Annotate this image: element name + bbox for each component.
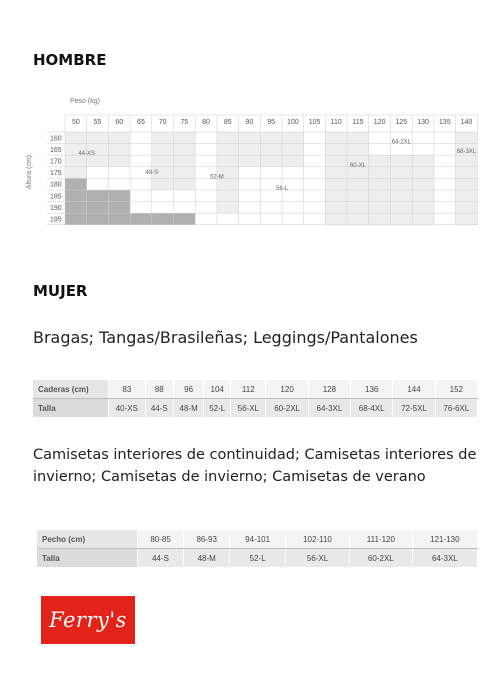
size-cell: 44-S xyxy=(145,399,173,418)
men-size-chart xyxy=(22,92,482,262)
hips-cell: 152 xyxy=(435,380,477,399)
weight-tick-label: 70 xyxy=(158,119,167,126)
weight-tick-label: 55 xyxy=(93,119,102,126)
size-cell: 56-XL xyxy=(286,549,350,568)
height-tick-label: 165 xyxy=(50,146,62,154)
height-tick-label: 185 xyxy=(50,193,62,201)
hips-cell: 144 xyxy=(393,380,435,399)
height-tick-label: 195 xyxy=(50,216,62,224)
hips-cell: 128 xyxy=(308,380,350,399)
chest-cell: 94-101 xyxy=(230,530,286,549)
hips-cell: 96 xyxy=(173,380,203,399)
size-label: 56-L xyxy=(275,186,289,192)
chest-size-row xyxy=(37,549,478,568)
size-cell: 52-L xyxy=(204,399,231,418)
chest-cell: 121-130 xyxy=(412,530,477,549)
size-label: 44-XS xyxy=(78,151,96,158)
weight-tick-label: 50 xyxy=(71,119,80,126)
height-tick-label: 170 xyxy=(50,158,62,166)
hips-cell: 83 xyxy=(109,380,146,399)
height-tick-label: 180 xyxy=(50,181,62,189)
hips-cell: 104 xyxy=(204,380,231,399)
hips-row xyxy=(33,380,478,399)
chest-size-table xyxy=(37,530,478,567)
logo-text: Ferry's xyxy=(49,608,127,632)
size-cell: 60-2XL xyxy=(349,549,412,568)
weight-tick-label: 120 xyxy=(373,119,386,126)
weight-tick-label: 105 xyxy=(308,119,321,126)
size-cell: 40-XS xyxy=(109,399,146,418)
size-cell: 48-M xyxy=(173,399,203,418)
height-axis-label: Altura (cm) xyxy=(26,154,33,190)
weight-tick-label: 85 xyxy=(223,119,232,126)
weight-tick-label: 140 xyxy=(460,119,473,126)
weight-tick-label: 135 xyxy=(438,119,451,126)
size-cell: 52-L xyxy=(230,549,286,568)
size-label: 52-M xyxy=(210,174,224,181)
size-cell: 56-XL xyxy=(231,399,266,418)
size-cell: 68-4XL xyxy=(351,399,393,418)
weight-tick-label: 75 xyxy=(180,119,189,126)
chest-cell: 80-85 xyxy=(138,530,184,549)
size-cell: 64-3XL xyxy=(308,399,350,418)
hips-cell: 136 xyxy=(351,380,393,399)
women-heading: MUJER xyxy=(33,282,88,300)
height-tick-label: 160 xyxy=(50,135,62,143)
size-label: 60-XL xyxy=(349,162,366,169)
weight-tick-label: 95 xyxy=(267,119,276,126)
ferrys-logo xyxy=(41,596,135,644)
weight-tick-label: 65 xyxy=(137,119,145,126)
height-tick-label: 190 xyxy=(50,204,62,212)
chest-cell: 102-110 xyxy=(286,530,350,549)
size-cell: 64-3XL xyxy=(412,549,477,568)
weight-tick-label: 115 xyxy=(352,119,364,126)
weight-tick-label: 90 xyxy=(245,119,254,126)
hips-cell: 120 xyxy=(266,380,308,399)
section2-title: Camisetas interiores de continuidad; Camisetas interiores de invierno; Camisetas de invierno; Camisetas de verano xyxy=(33,447,477,485)
chest-row xyxy=(37,530,478,549)
hips-row-label: Talla xyxy=(33,399,109,418)
hips-size-row xyxy=(33,399,478,418)
chest-header-label: Pecho (cm) xyxy=(37,530,138,549)
hips-cell: 112 xyxy=(231,380,266,399)
height-tick-label: 175 xyxy=(50,170,62,178)
size-label: 68-3XL xyxy=(456,148,477,155)
size-cell: 60-2XL xyxy=(266,399,308,418)
section1-title: Bragas; Tangas/Brasileñas; Leggings/Pantalones xyxy=(33,328,418,347)
size-cell: 44-S xyxy=(138,549,184,568)
weight-tick-label: 110 xyxy=(330,119,342,126)
weight-tick-label: 125 xyxy=(395,119,408,126)
size-cell: 48-M xyxy=(184,549,230,568)
size-region xyxy=(195,213,260,225)
weight-tick-label: 80 xyxy=(202,119,210,126)
hips-header-label: Caderas (cm) xyxy=(33,380,109,399)
size-label: 64-2XL xyxy=(391,139,412,146)
chest-row-label: Talla xyxy=(37,549,138,568)
weight-tick-label: 130 xyxy=(417,119,429,126)
size-cell: 72-5XL xyxy=(393,399,435,418)
hips-cell: 88 xyxy=(145,380,173,399)
chest-cell: 86-93 xyxy=(184,530,230,549)
weight-axis-label: Peso (kg) xyxy=(70,98,100,105)
chest-cell: 111-120 xyxy=(349,530,412,549)
weight-tick-label: 100 xyxy=(287,119,299,126)
hips-size-table xyxy=(33,380,478,417)
men-heading: HOMBRE xyxy=(33,51,107,69)
size-cell: 76-6XL xyxy=(435,399,477,418)
size-label: 48-S xyxy=(145,169,159,176)
weight-tick-label: 60 xyxy=(115,119,124,126)
